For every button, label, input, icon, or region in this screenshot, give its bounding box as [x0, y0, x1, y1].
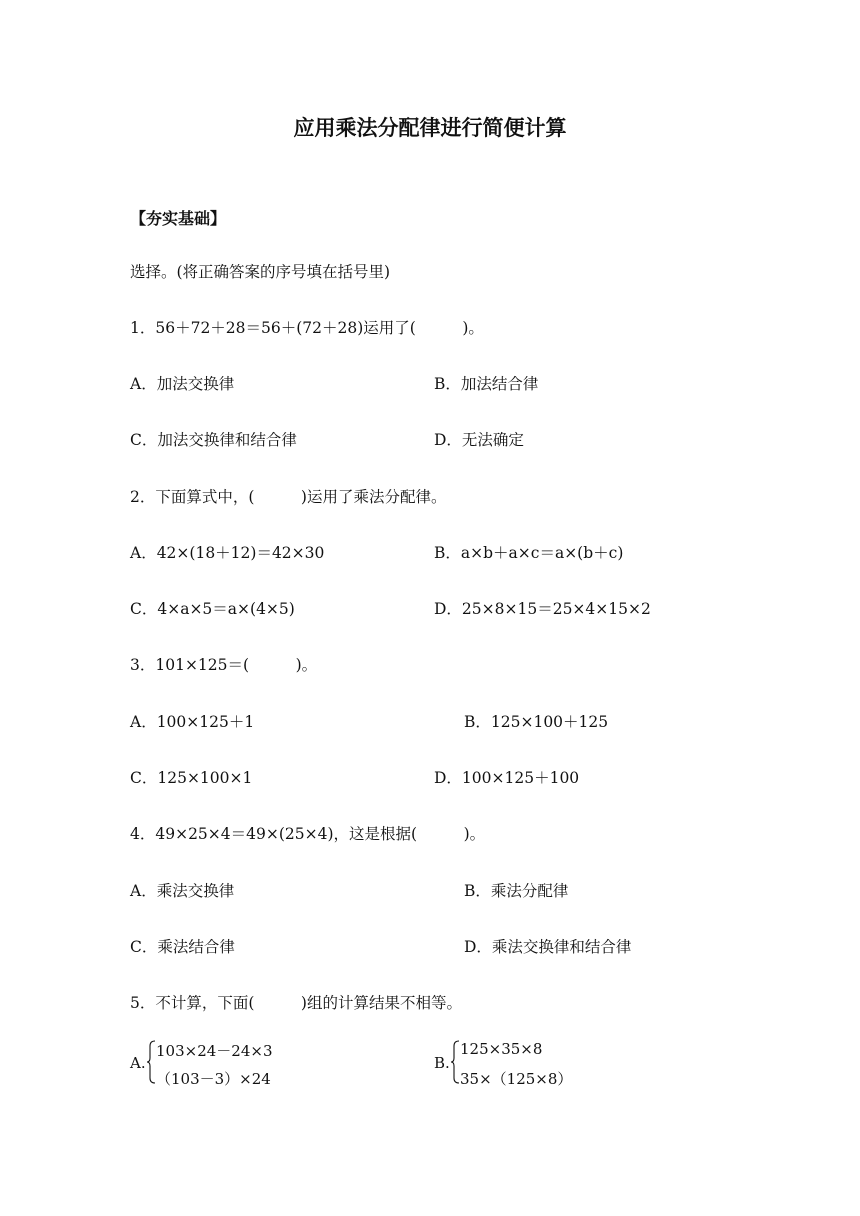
- q1-option-c: C．加法交换律和结合律: [130, 431, 297, 449]
- question-3: 3．101×125＝( )。: [130, 656, 318, 674]
- q5-option-b-label: B.: [434, 1054, 450, 1072]
- q2-option-c: C．4×a×5＝a×(4×5): [130, 600, 295, 618]
- q3-option-a: A．100×125＋1: [130, 713, 255, 731]
- q3-option-b: B．125×100＋125: [464, 713, 609, 731]
- q5-option-b-line2: 35×（125×8）: [460, 1070, 573, 1088]
- q3-option-d: D．100×125＋100: [434, 769, 580, 787]
- q2-option-d: D．25×8×15＝25×4×15×2: [434, 600, 651, 618]
- brace-icon: [450, 1040, 460, 1084]
- page-title: 应用乘法分配律进行简便计算: [293, 116, 567, 140]
- question-2: 2．下面算式中，( )运用了乘法分配律。: [130, 488, 447, 506]
- question-5: 5．不计算，下面( )组的计算结果不相等。: [130, 994, 462, 1012]
- question-4: 4．49×25×4＝49×(25×4)，这是根据( )。: [130, 825, 486, 843]
- question-1: 1．56＋72＋28＝56＋(72＋28)运用了( )。: [130, 319, 484, 337]
- q4-option-a: A．乘法交换律: [130, 882, 235, 900]
- q4-option-d: D．乘法交换律和结合律: [464, 938, 632, 956]
- q5-option-b-line1: 125×35×8: [460, 1040, 543, 1058]
- q5-option-a-line1: 103×24－24×3: [156, 1042, 273, 1060]
- q5-option-b: [434, 1040, 694, 1090]
- q3-option-c: C．125×100×1: [130, 769, 253, 787]
- q2-option-b: B．a×b＋a×c＝a×(b＋c): [434, 544, 624, 562]
- section-heading: 【夯实基础】: [130, 209, 227, 228]
- q1-option-b: B．加法结合律: [434, 375, 539, 393]
- q4-option-c: C．乘法结合律: [130, 938, 235, 956]
- q5-option-a-line2: （103－3）×24: [156, 1070, 271, 1088]
- instruction: 选择。(将正确答案的序号填在括号里): [130, 263, 391, 281]
- brace-icon: [146, 1040, 156, 1084]
- q4-option-b: B．乘法分配律: [464, 882, 569, 900]
- q1-option-d: D．无法确定: [434, 431, 524, 449]
- q1-option-a: A．加法交换律: [130, 375, 235, 393]
- q5-option-a-label: A.: [130, 1054, 146, 1072]
- q2-option-a: A．42×(18＋12)＝42×30: [130, 544, 325, 562]
- q5-option-a: [130, 1040, 390, 1090]
